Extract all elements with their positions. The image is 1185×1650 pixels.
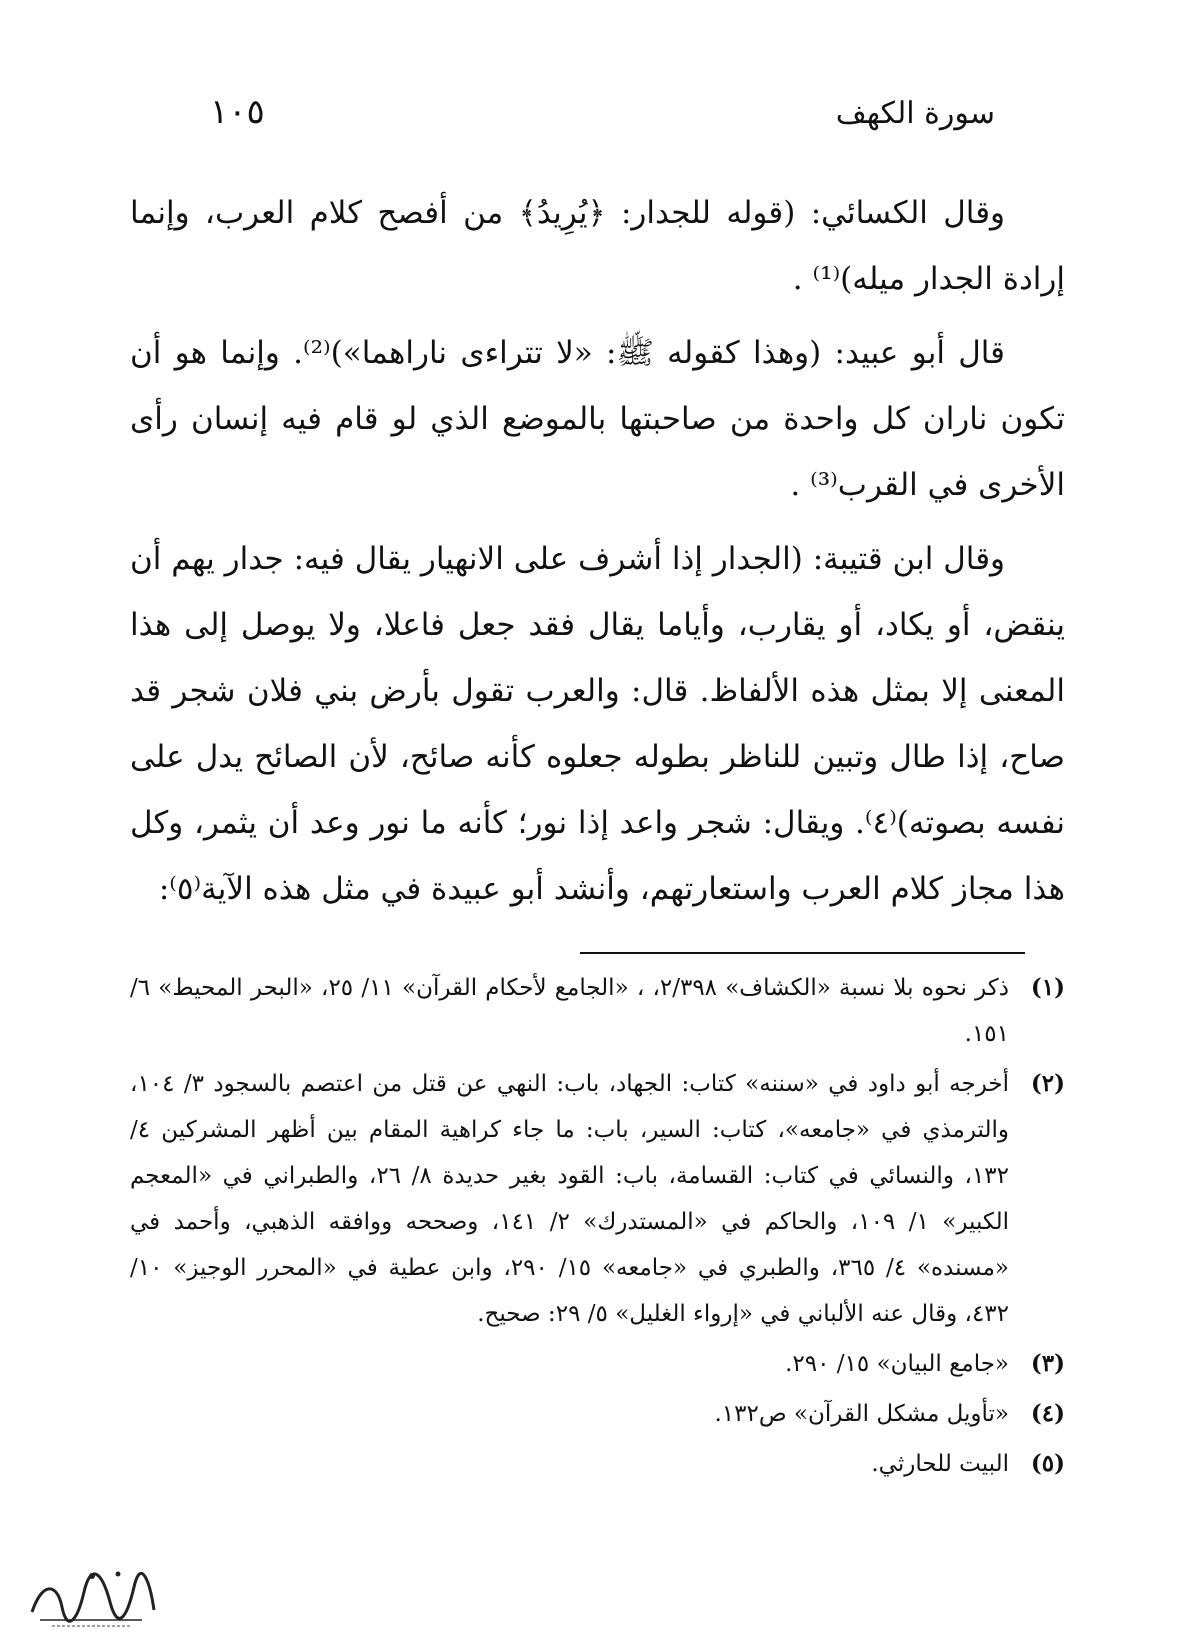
footnote-number: (٣) (1030, 1350, 1065, 1377)
footnote-1 (130, 965, 1065, 1057)
page-number: ١٠٥ (210, 92, 265, 132)
footnote-separator (580, 952, 1025, 954)
calligraphy-stamp-icon (22, 1562, 162, 1632)
footnote-3 (130, 1341, 1065, 1387)
footnote-number: (٢) (1030, 1070, 1065, 1097)
main-text (130, 180, 1065, 922)
footnote-text: أخرجه أبو داود في «سننه» كتاب: الجهاد، باب: النهي عن قتل من اعتصم بالسجود ٣/ ١٠٤، والترمذي في «جامعه»، كتاب: السير، باب: ما جاء كراهية المقام بين أظهر المشركين ٤/ ١٣٢، والنسائي في كتاب: القسامة، باب: القود بغير حديدة ٨/ ٢٦، والطبراني في «المعجم الكبير» ١/ ١٠٩، والحاكم في «المستدرك» ٢/ ١٤١، وصححه ووافقه الذهبي، وأحمد في «مسنده» ٤/ ٣٦٥، والطبري في «جامعه» ١٥/ ٢٩٠، وابن عطية في «المحرر الوجيز» ١٠/ ٤٣٢، وقال عنه الألباني في «إرواء الغليل» ٥/ ٢٩: صحيح. (130, 1071, 1010, 1327)
footnote-4 (130, 1391, 1065, 1437)
page-header (200, 92, 995, 142)
footnote-text: ذكر نحوه بلا نسبة «الكشاف» ٢/٣٩٨، ، «الجامع لأحكام القرآن» ١١/ ٢٥، «البحر المحيط» ٦/ ١٥١. (130, 975, 1009, 1047)
footnote-text: «تأويل مشكل القرآن» ص١٣٢. (714, 1401, 1009, 1427)
watermark-stamp (22, 1562, 162, 1632)
footnote-number: (٥) (1030, 1450, 1065, 1477)
paragraph-kisai: وقال الكسائي: (قوله للجدار: ﴿يُرِيدُ﴾ من أفصح كلام العرب، وإنما إرادة الجدار ميله)⁽¹⁾ . (130, 195, 1065, 297)
footnote-text: «جامع البيان» ١٥/ ٢٩٠. (785, 1351, 1009, 1377)
footnote-number: (٤) (1030, 1400, 1065, 1427)
footnote-text: البيت للحارثي. (871, 1451, 1009, 1477)
paragraph-abu-ubaid: قال أبو عبيد: (وهذا كقوله ﷺ: «لا تتراءى ناراهما»)⁽²⁾. وإنما هو أن تكون ناران كل واحدة من صاحبتها بالموضع الذي لو قام فيه إنسان رأى الأخرى في القرب⁽³⁾ . (130, 335, 1065, 503)
footnote-number: (١) (1030, 974, 1065, 1001)
footnotes (130, 965, 1065, 1491)
footnote-5 (130, 1441, 1065, 1487)
running-title: سورة الكهف (835, 96, 995, 131)
paragraph-ibn-qutaybah: وقال ابن قتيبة: (الجدار إذا أشرف على الانهيار يقال فيه: جدار يهم أن ينقض، أو يكاد، أو يقارب، وأياما يقال فقد جعل فاعلا، ولا يوصل إلى هذا المعنى إلا بمثل هذه الألفاظ. قال: والعرب تقول بأرض بني فلان شجر قد صاح، إذا طال وتبين للناظر بطوله جعلوه كأنه صائح، لأن الصائح يدل على نفسه بصوته)⁽٤⁾. ويقال: شجر واعد إذا نور؛ كأنه ما نور وعد أن يثمر، وكل هذا مجاز كلام العرب واستعارتهم، وأنشد أبو عبيدة في مثل هذه الآية⁽٥⁾: (130, 541, 1066, 907)
footnote-2 (130, 1061, 1065, 1337)
